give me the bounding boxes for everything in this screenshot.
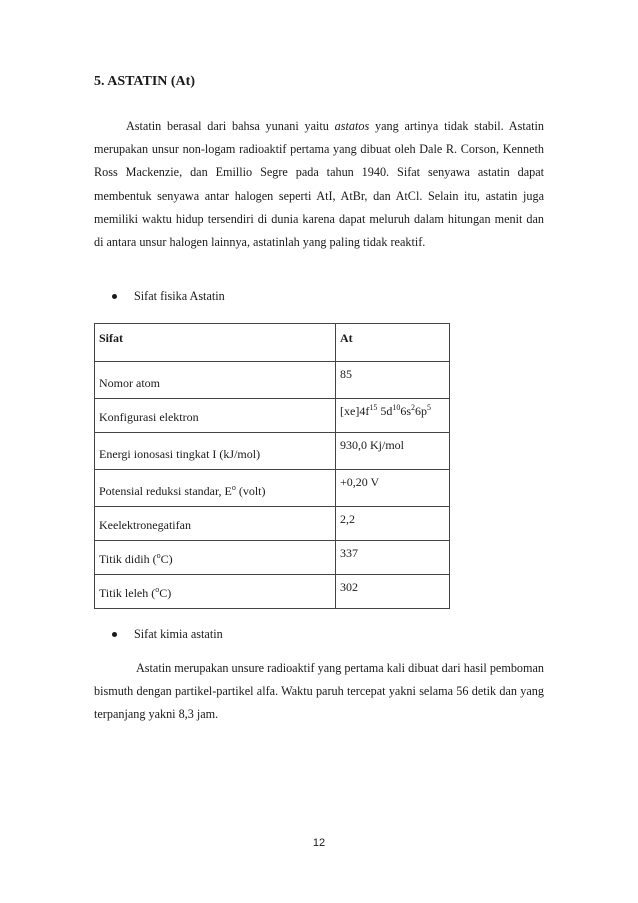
config-part: 6s [400, 404, 411, 418]
intro-text-rest: yang artinya tidak stabil. Astatin merupakan unsur non-logam radioaktif pertama yang dibuat oleh Dale R. Corson, Kenneth Ross Mackenzie, dan Emillio Segre pada tahun 1940. Sifat senyawa astatin dapat membentuk senyawa antar halogen seperti AtI, AtBr, dan AtCl. Selain itu, astatin juga memiliki waktu hidup tersendiri di dunia karena dapat meluruh dalam hitungan menit dan di antara unsur halogen lainnya, astatinlah yang paling tidak reaktif. [94, 119, 544, 250]
table-header-property: Sifat [95, 324, 336, 362]
property-superscript: o [156, 551, 161, 560]
properties-table [94, 323, 450, 609]
table-cell-value: 85 [336, 362, 450, 399]
config-superscript: 5 [427, 403, 431, 412]
section-heading: 5. ASTATIN (At) [94, 74, 195, 89]
table-cell-property: Konfigurasi elektron [95, 399, 336, 433]
config-superscript: 10 [392, 403, 401, 412]
bullet-physical-label: Sifat fisika Astatin [134, 289, 225, 303]
table-header-value: At [336, 324, 450, 362]
table-cell-property: Energi ionosasi tingkat I (kJ/mol) [95, 433, 336, 470]
chemical-paragraph: Astatin merupakan unsure radioaktif yang pertama kali dibuat dari hasil pemboman bismuth dengan partikel-partikel alfa. Waktu paruh tercepat yakni selama 56 detik dan yang terpanjang yakni 8,3 jam. [94, 661, 544, 722]
table-header-row [95, 324, 450, 362]
intro-paragraph [94, 115, 544, 254]
config-part: 6p [415, 404, 427, 418]
bullet-dot-icon [112, 294, 117, 299]
table-cell-value: 930,0 Kj/mol [336, 433, 450, 470]
table-row [95, 541, 450, 575]
property-superscript: o [231, 483, 236, 492]
table-cell-value: 337 [336, 541, 450, 575]
property-part: Titik leleh ( [99, 586, 156, 600]
bullet-physical-properties [112, 289, 225, 304]
table-row [95, 507, 450, 541]
table-cell-property [95, 541, 336, 575]
table-cell-property [95, 575, 336, 609]
table-row [95, 362, 450, 399]
property-part: (volt) [235, 484, 266, 498]
table-cell-property: Nomor atom [95, 362, 336, 399]
property-part: Potensial reduksi standar, E [99, 484, 232, 498]
table-row [95, 399, 450, 433]
intro-text-start: Astatin berasal dari bahsa yunani yaitu [126, 119, 335, 133]
table-cell-value: 2,2 [336, 507, 450, 541]
table-row [95, 575, 450, 609]
bullet-chemical-properties [112, 627, 223, 642]
table-row [95, 470, 450, 507]
bullet-chemical-label: Sifat kimia astatin [134, 627, 223, 641]
table-cell-value: +0,20 V [336, 470, 450, 507]
config-superscript: 15 [369, 403, 378, 412]
property-superscript: o [155, 585, 160, 594]
table-cell-property [95, 470, 336, 507]
page-number: 12 [312, 837, 326, 849]
property-part: C) [159, 586, 172, 600]
config-part: [xe]4f [340, 404, 370, 418]
intro-italic-term: astatos [334, 119, 370, 133]
bullet-dot-icon [112, 632, 117, 637]
config-part: 5d [377, 404, 393, 418]
table-cell-value: 302 [336, 575, 450, 609]
property-part: C) [160, 552, 173, 566]
table-cell-value [336, 399, 450, 433]
table-cell-property: Keelektronegatifan [95, 507, 336, 541]
table-row [95, 433, 450, 470]
config-superscript: 2 [411, 403, 415, 412]
property-part: Titik didih ( [99, 552, 157, 566]
